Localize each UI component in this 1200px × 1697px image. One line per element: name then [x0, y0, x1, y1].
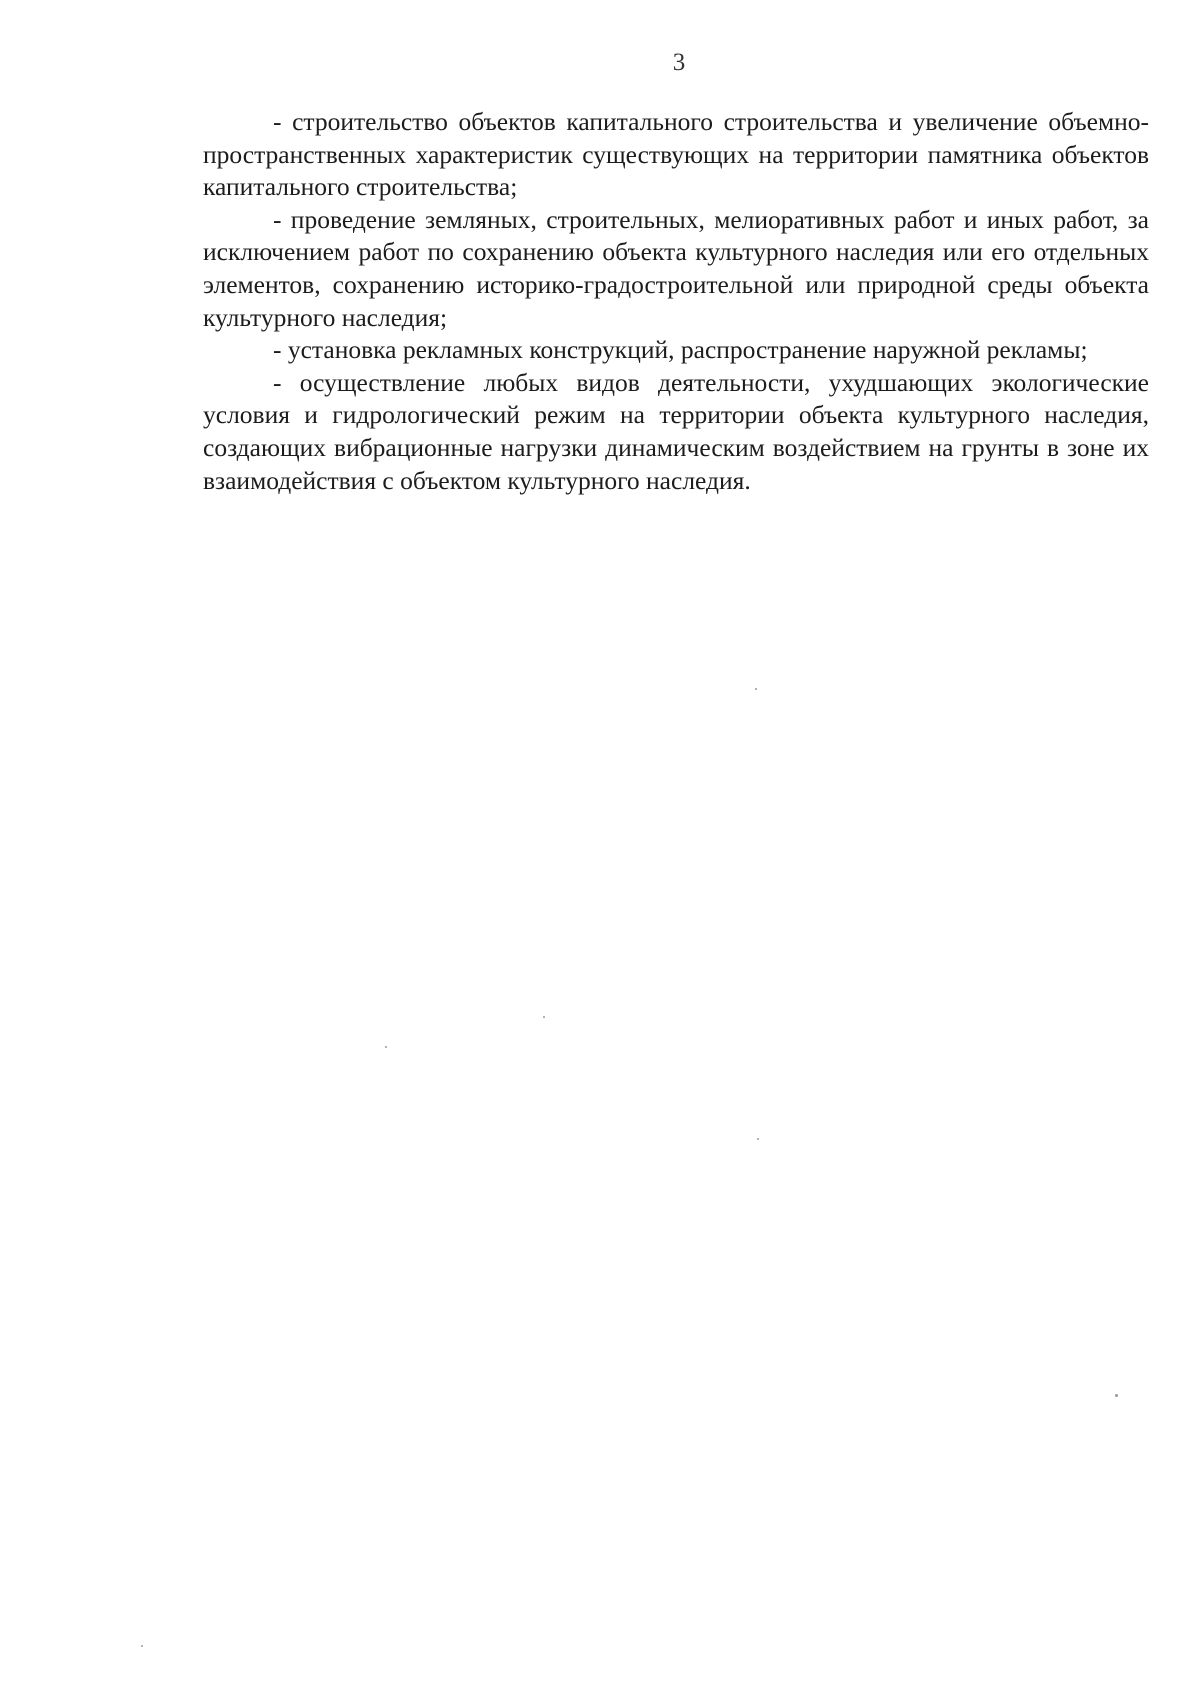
paragraph-earthworks: - проведение земляных, строительных, мелиоративных работ и иных работ, за исключением работ по сохранению объекта культурного наследия или его отдельных элементов, сохранению историко-градостроительной или природной среды объекта культурного наследия;: [203, 204, 1149, 332]
scan-speck: [755, 688, 757, 690]
paragraph-advertising: - установка рекламных конструкций, распространение наружной рекламы;: [273, 335, 1088, 365]
scan-speck: [543, 1016, 545, 1018]
scan-speck: [141, 1645, 143, 1647]
document-body: [203, 106, 1149, 497]
scan-speck: [757, 1138, 759, 1140]
paragraph-activities: - осуществление любых видов деятельности, ухудшающих экологические условия и гидрологический режим на территории объекта культурного наследия, создающих вибрационные нагрузки динамическим воздействием на грунты в зоне их взаимодействия с объектом культурного наследия.: [203, 367, 1149, 495]
page-number: 3: [672, 49, 686, 76]
paragraph-construction: - строительство объектов капитального строительства и увеличение объемно-пространственных характеристик существующих на территории памятника объектов капитального строительства;: [203, 107, 1149, 202]
scan-speck: [1115, 1394, 1118, 1397]
scan-speck: [385, 1046, 387, 1048]
